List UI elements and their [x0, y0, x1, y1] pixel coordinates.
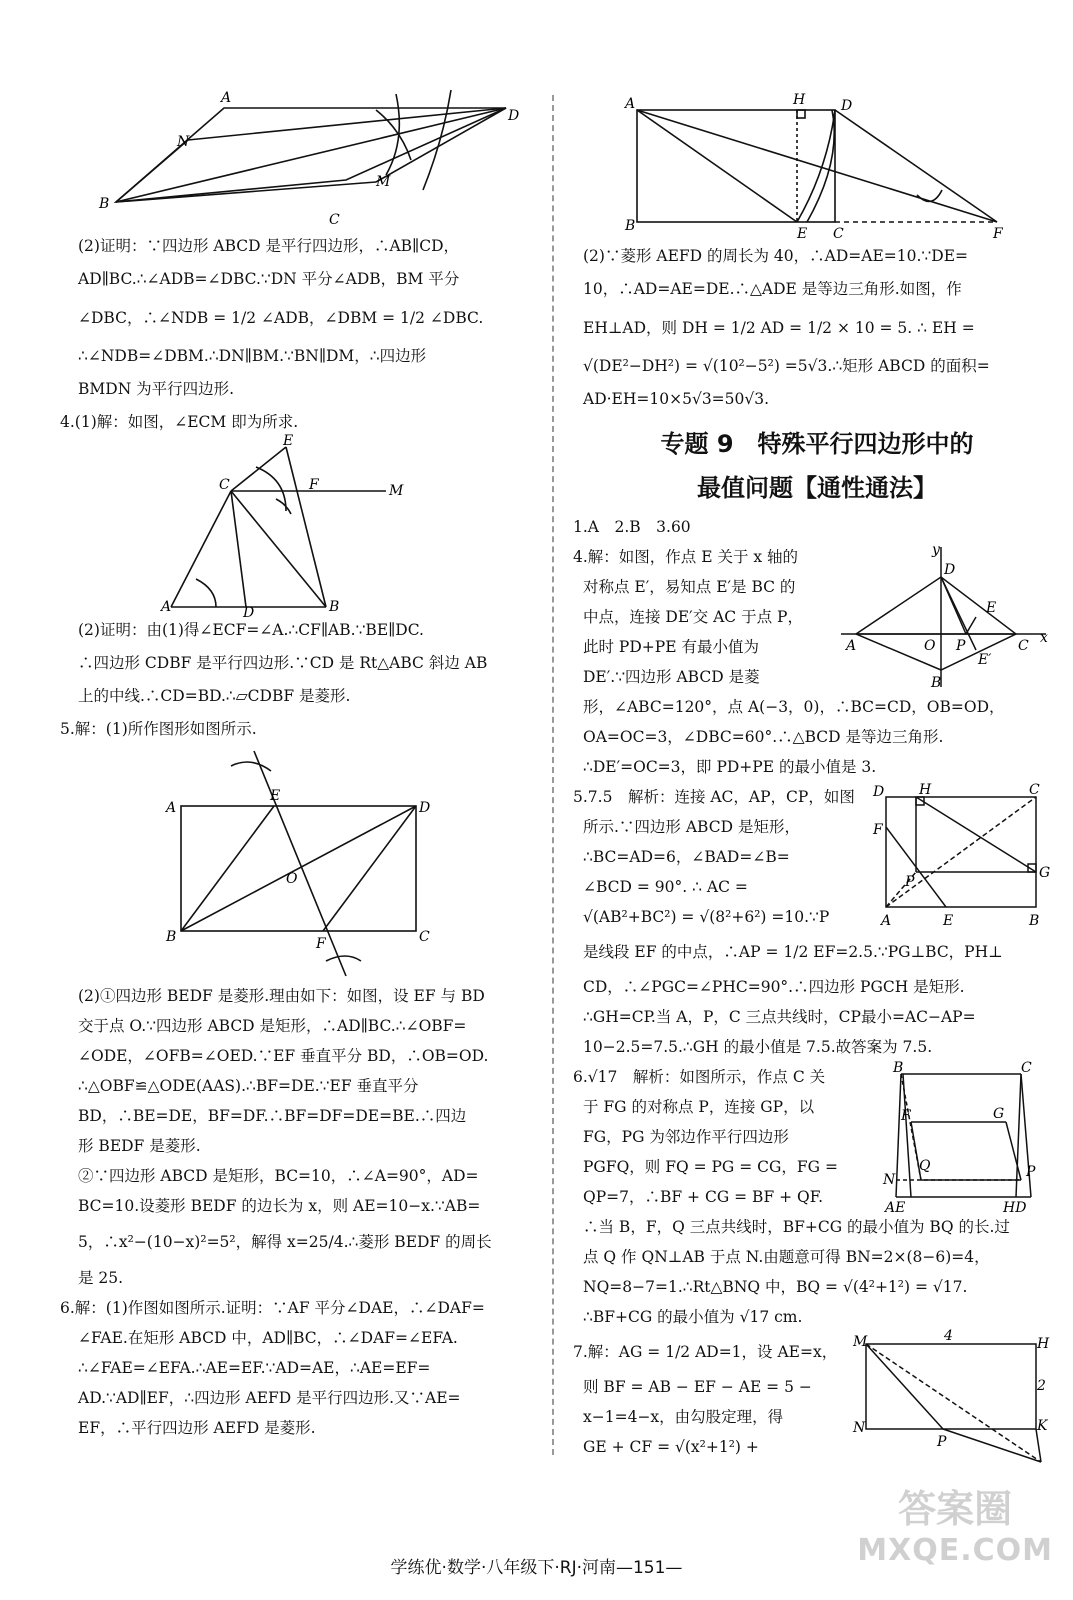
svg-text:E: E: [282, 433, 293, 449]
q5-part2-line: ∠ODE，∠OFB=∠OED.∵EF 垂直平分 BD，∴OB=OD.: [78, 1047, 489, 1065]
svg-text:C: C: [1018, 638, 1029, 654]
r-q4-line: 4.解：如图，作点 E 关于 x 轴的: [573, 548, 799, 566]
figure-rectangle-pgch: [871, 782, 1051, 932]
svg-text:P: P: [1026, 1164, 1036, 1180]
svg-text:K: K: [1037, 1418, 1048, 1434]
section-title-line2: 最值问题【通性通法】: [697, 474, 937, 502]
svg-text:H: H: [919, 782, 932, 798]
figure-parallelogram-abcd: [98, 80, 519, 230]
r-q4b-line: ∴DE′=OC=3，即 PD+PE 的最小值是 3.: [583, 758, 877, 776]
q3-part2-line: BMDN 为平行四边形.: [78, 380, 235, 398]
svg-text:M: M: [853, 1334, 868, 1350]
figure-rectangle-bedf: [166, 746, 456, 981]
q5-part2-line: 5，∴x²−(10−x)²=5²，解得 x=25/4.∴菱形 BEDF 的周长: [78, 1233, 492, 1251]
svg-text:A: A: [625, 96, 636, 112]
svg-text:E′: E′: [978, 652, 992, 668]
svg-text:B: B: [1029, 913, 1040, 929]
svg-text:A: A: [165, 800, 176, 816]
svg-text:A: A: [881, 913, 892, 929]
q3-part2-line: (2)证明：∵四边形 ABCD 是平行四边形，∴AB∥CD，: [78, 237, 459, 255]
q4-part2-line: 上的中线.∴CD=BD.∴▱CDBF 是菱形.: [78, 687, 351, 705]
svg-text:B: B: [165, 929, 176, 945]
svg-text:F: F: [873, 822, 883, 838]
svg-text:M: M: [375, 174, 390, 190]
q3-part2-line: ∴∠NDB=∠DBM.∴DN∥BM.∵BN∥DM，∴四边形: [78, 347, 427, 365]
svg-text:4: 4: [944, 1328, 953, 1344]
r-q6-part2-line: 10，∴AD=AE=DE.∴△ADE 是等边三角形.如图，作: [583, 280, 962, 298]
svg-text:E: E: [943, 913, 954, 929]
r-q6b-line: ∴BF+CG 的最小值为 √17 cm.: [583, 1308, 803, 1326]
r-q6-part2-line: EH⊥AD，则 DH = 1/2 AD = 1/2 × 10 = 5. ∴ EH =: [583, 319, 975, 337]
q5-block: [573, 782, 1051, 932]
r-q7-line: 则 BF = AB − EF − AE = 5 −: [583, 1378, 812, 1396]
svg-text:F: F: [901, 1108, 911, 1124]
q6-line: EF，∴平行四边形 AEFD 是菱形.: [78, 1419, 316, 1437]
r-q7-line: GE + CF = √(x²+1²) +: [583, 1438, 759, 1456]
right-column: [573, 80, 1051, 1472]
svg-text:G: G: [993, 1106, 1005, 1122]
r-q6-part2-line: AD·EH=10×5√3=50√3.: [583, 390, 770, 408]
r-q6-line: PGFQ，则 FQ = PG = CG，FG =: [583, 1158, 838, 1176]
svg-text:E: E: [986, 600, 997, 616]
r-q5-line: 所示.∵四边形 ABCD 是矩形，: [583, 818, 800, 836]
q5-part2-line: BD，∴BE=DE，BF=DF.∴BF=DF=DE=BE.∴四边: [78, 1107, 467, 1125]
section-title-line1: 专题 9 特殊平行四边形中的: [660, 430, 974, 458]
r-q4b-line: OA=OC=3，∠DBC=60°.∴△BCD 是等边三角形.: [583, 728, 944, 746]
r-q5b-line: 10−2.5=7.5.∴GH 的最小值是 7.5.故答案为 7.5.: [583, 1038, 933, 1056]
svg-text:C: C: [418, 929, 430, 945]
svg-text:P: P: [937, 1434, 947, 1450]
svg-text:C: C: [218, 477, 230, 493]
watermark-url: MXQE.COM: [857, 1533, 1053, 1568]
q4-part1: 4.(1)解：如图，∠ECM 即为所求.: [60, 413, 299, 431]
r-q5-line: √(AB²+BC²) = √(8²+6²) =10.∵P: [583, 908, 830, 926]
column-divider: [552, 95, 554, 1455]
svg-text:D: D: [841, 98, 853, 114]
svg-text:F: F: [315, 936, 326, 952]
svg-text:F: F: [308, 477, 319, 493]
svg-text:A: A: [846, 638, 857, 654]
q6-line: ∴∠FAE=∠EFA.∴AE=EF.∵AD=AE，∴AE=EF=: [78, 1359, 431, 1377]
r-q6b-line: NQ=8−7=1.∴Rt△BNQ 中，BQ = √(4²+1²) = √17.: [583, 1278, 968, 1296]
svg-text:D: D: [507, 108, 519, 124]
svg-text:2: 2: [1037, 1378, 1046, 1394]
q4-block: [573, 542, 1051, 692]
q3-part2-line: ∠DBC，∴∠NDB = 1/2 ∠ADB，∠DBM = 1/2 ∠DBC.: [78, 309, 484, 327]
svg-text:E: E: [797, 226, 808, 242]
q5-part2-line: ②∵四边形 ABCD 是矩形，BC=10，∴∠A=90°，AD=: [78, 1167, 479, 1185]
svg-text:N: N: [853, 1420, 866, 1436]
r-q7-line: x−1=4−x，由勾股定理，得: [583, 1408, 784, 1426]
q5-part2-line: 交于点 O.∵四边形 ABCD 是矩形，∴AD∥BC.∴∠OBF=: [78, 1017, 467, 1035]
svg-text:M: M: [388, 483, 403, 499]
svg-text:H: H: [1037, 1336, 1050, 1352]
q6-block: [573, 1060, 1051, 1216]
r-q5b-line: 是线段 EF 的中点，∴AP = 1/2 EF=2.5.∵PG⊥BC，PH⊥: [583, 943, 1003, 961]
svg-text:x: x: [1040, 630, 1048, 646]
answers-1-3: 1.A 2.B 3.60: [573, 518, 691, 536]
svg-text:D: D: [418, 800, 430, 816]
svg-text:C: C: [328, 212, 340, 228]
r-q5b-line: CD，∴∠PGC=∠PHC=90°.∴四边形 PGCH 是矩形.: [583, 978, 965, 996]
svg-text:B: B: [328, 599, 339, 615]
svg-text:P: P: [905, 874, 915, 890]
svg-text:C: C: [1021, 1060, 1032, 1076]
svg-text:D: D: [242, 605, 254, 621]
svg-text:P: P: [956, 638, 966, 654]
svg-text:N: N: [176, 134, 189, 150]
svg-text:A: A: [220, 90, 231, 106]
svg-text:H: H: [793, 92, 806, 108]
r-q6-part2-line: (2)∵菱形 AEFD 的周长为 40，∴AD=AE=10.∵DE=: [583, 247, 968, 265]
r-q6b-line: 点 Q 作 QN⊥AB 于点 N.由题意可得 BN=2×(8−6)=4，: [583, 1248, 990, 1266]
svg-text:B: B: [98, 196, 109, 212]
r-q6-line: 6.√17 解析：如图所示，作点 C 关: [573, 1068, 826, 1086]
figure-rhombus-coordinate: [836, 542, 1051, 692]
svg-text:D: D: [873, 784, 885, 800]
figure-trapezoid-pgfq: [881, 1060, 1051, 1216]
r-q6-part2-line: √(DE²−DH²) = √(10²−5²) =5√3.∴矩形 ABCD 的面积=: [583, 357, 990, 375]
q5-part2-line: ∴△OBF≌△ODE(AAS).∴BF=DE.∵EF 垂直平分: [78, 1077, 419, 1095]
q6-line: AD.∵AD∥EF，∴四边形 AEFD 是平行四边形.又∵AE=: [78, 1389, 461, 1407]
r-q5-line: ∴BC=AD=6，∠BAD=∠B=: [583, 848, 790, 866]
q6-line: 6.解：(1)作图如图所示.证明：∵AF 平分∠DAE，∴∠DAF=: [60, 1299, 485, 1317]
svg-text:B: B: [931, 675, 942, 691]
svg-text:O: O: [285, 871, 297, 887]
r-q7-line: 7.解：AG = 1/2 AD=1，设 AE=x，: [573, 1343, 838, 1361]
r-q6-line: 于 FG 的对称点 P，连接 GP，以: [583, 1098, 815, 1116]
r-q4-line: 中点，连接 DE′交 AC 于点 P，: [583, 608, 803, 626]
svg-text:AE: AE: [885, 1200, 906, 1216]
r-q6-line: QP=7，∴BF + CG = BF + QF.: [583, 1188, 824, 1206]
r-q6b-line: ∴当 B，F，Q 三点共线时，BF+CG 的最小值为 BQ 的长.过: [583, 1218, 1010, 1236]
svg-text:y: y: [932, 542, 940, 558]
svg-text:G: G: [1039, 865, 1051, 881]
q6-line: ∠FAE.在矩形 ABCD 中，AD∥BC，∴∠DAF=∠EFA.: [78, 1329, 458, 1347]
svg-text:B: B: [625, 218, 636, 234]
svg-text:C: C: [1029, 782, 1040, 798]
q4-part2-line: ∴四边形 CDBF 是平行四边形.∵CD 是 Rt△ABC 斜边 AB: [78, 654, 488, 672]
q5-part2-line: (2)①四边形 BEDF 是菱形.理由如下：如图，设 EF 与 BD: [78, 987, 485, 1005]
r-q4b-line: 形，∠ABC=120°，点 A(−3，0)，∴BC=CD，OB=OD，: [583, 698, 1005, 716]
r-q5-line: 5.7.5 解析：连接 AC，AP，CP，如图: [573, 788, 855, 806]
figure-rectangle-mhnk: [851, 1328, 1051, 1472]
svg-text:A: A: [160, 599, 171, 615]
svg-text:F: F: [993, 226, 1003, 242]
svg-text:HD: HD: [1003, 1200, 1027, 1216]
figure-triangle-ecm: [160, 433, 461, 621]
q5-part1: 5.解：(1)所作图形如图所示.: [60, 720, 257, 738]
svg-text:D: D: [944, 562, 956, 578]
q3-part2-line: AD∥BC.∴∠ADB=∠DBC.∵DN 平分∠ADB，BM 平分: [78, 270, 460, 288]
r-q4-line: 对称点 E′，易知点 E′是 BC 的: [583, 578, 796, 596]
q4-part2-line: (2)证明：由(1)得∠ECF=∠A.∴CF∥AB.∵BE∥DC.: [78, 621, 424, 639]
left-column: [60, 80, 543, 1443]
svg-text:N: N: [883, 1172, 896, 1188]
svg-text:E: E: [269, 788, 280, 804]
watermark-text: 答案圈: [898, 1487, 1013, 1531]
svg-text:O: O: [924, 638, 936, 654]
svg-text:C: C: [833, 226, 844, 242]
r-q4-line: DE′.∵四边形 ABCD 是菱: [583, 668, 760, 686]
svg-text:Q: Q: [919, 1158, 931, 1174]
figure-rectangle-aefd: [597, 80, 1037, 240]
r-q4-line: 此时 PD+PE 有最小值为: [583, 638, 759, 656]
page-footer: 学练优·数学·八年级下·RJ·河南—151—: [390, 1558, 683, 1578]
r-q6-line: FG，PG 为邻边作平行四边形: [583, 1128, 789, 1146]
r-q5b-line: ∴GH=CP.当 A，P，C 三点共线时，CP最小=AC−AP=: [583, 1008, 976, 1026]
r-q5-line: ∠BCD = 90°. ∴ AC =: [583, 878, 748, 896]
q5-part2-line: 形 BEDF 是菱形.: [78, 1137, 201, 1155]
svg-text:B: B: [893, 1060, 904, 1076]
q7-block: [573, 1328, 1051, 1472]
q5-part2-line: BC=10.设菱形 BEDF 的边长为 x，则 AE=10−x.∵AB=: [78, 1197, 481, 1215]
q5-part2-line: 是 25.: [78, 1269, 124, 1287]
